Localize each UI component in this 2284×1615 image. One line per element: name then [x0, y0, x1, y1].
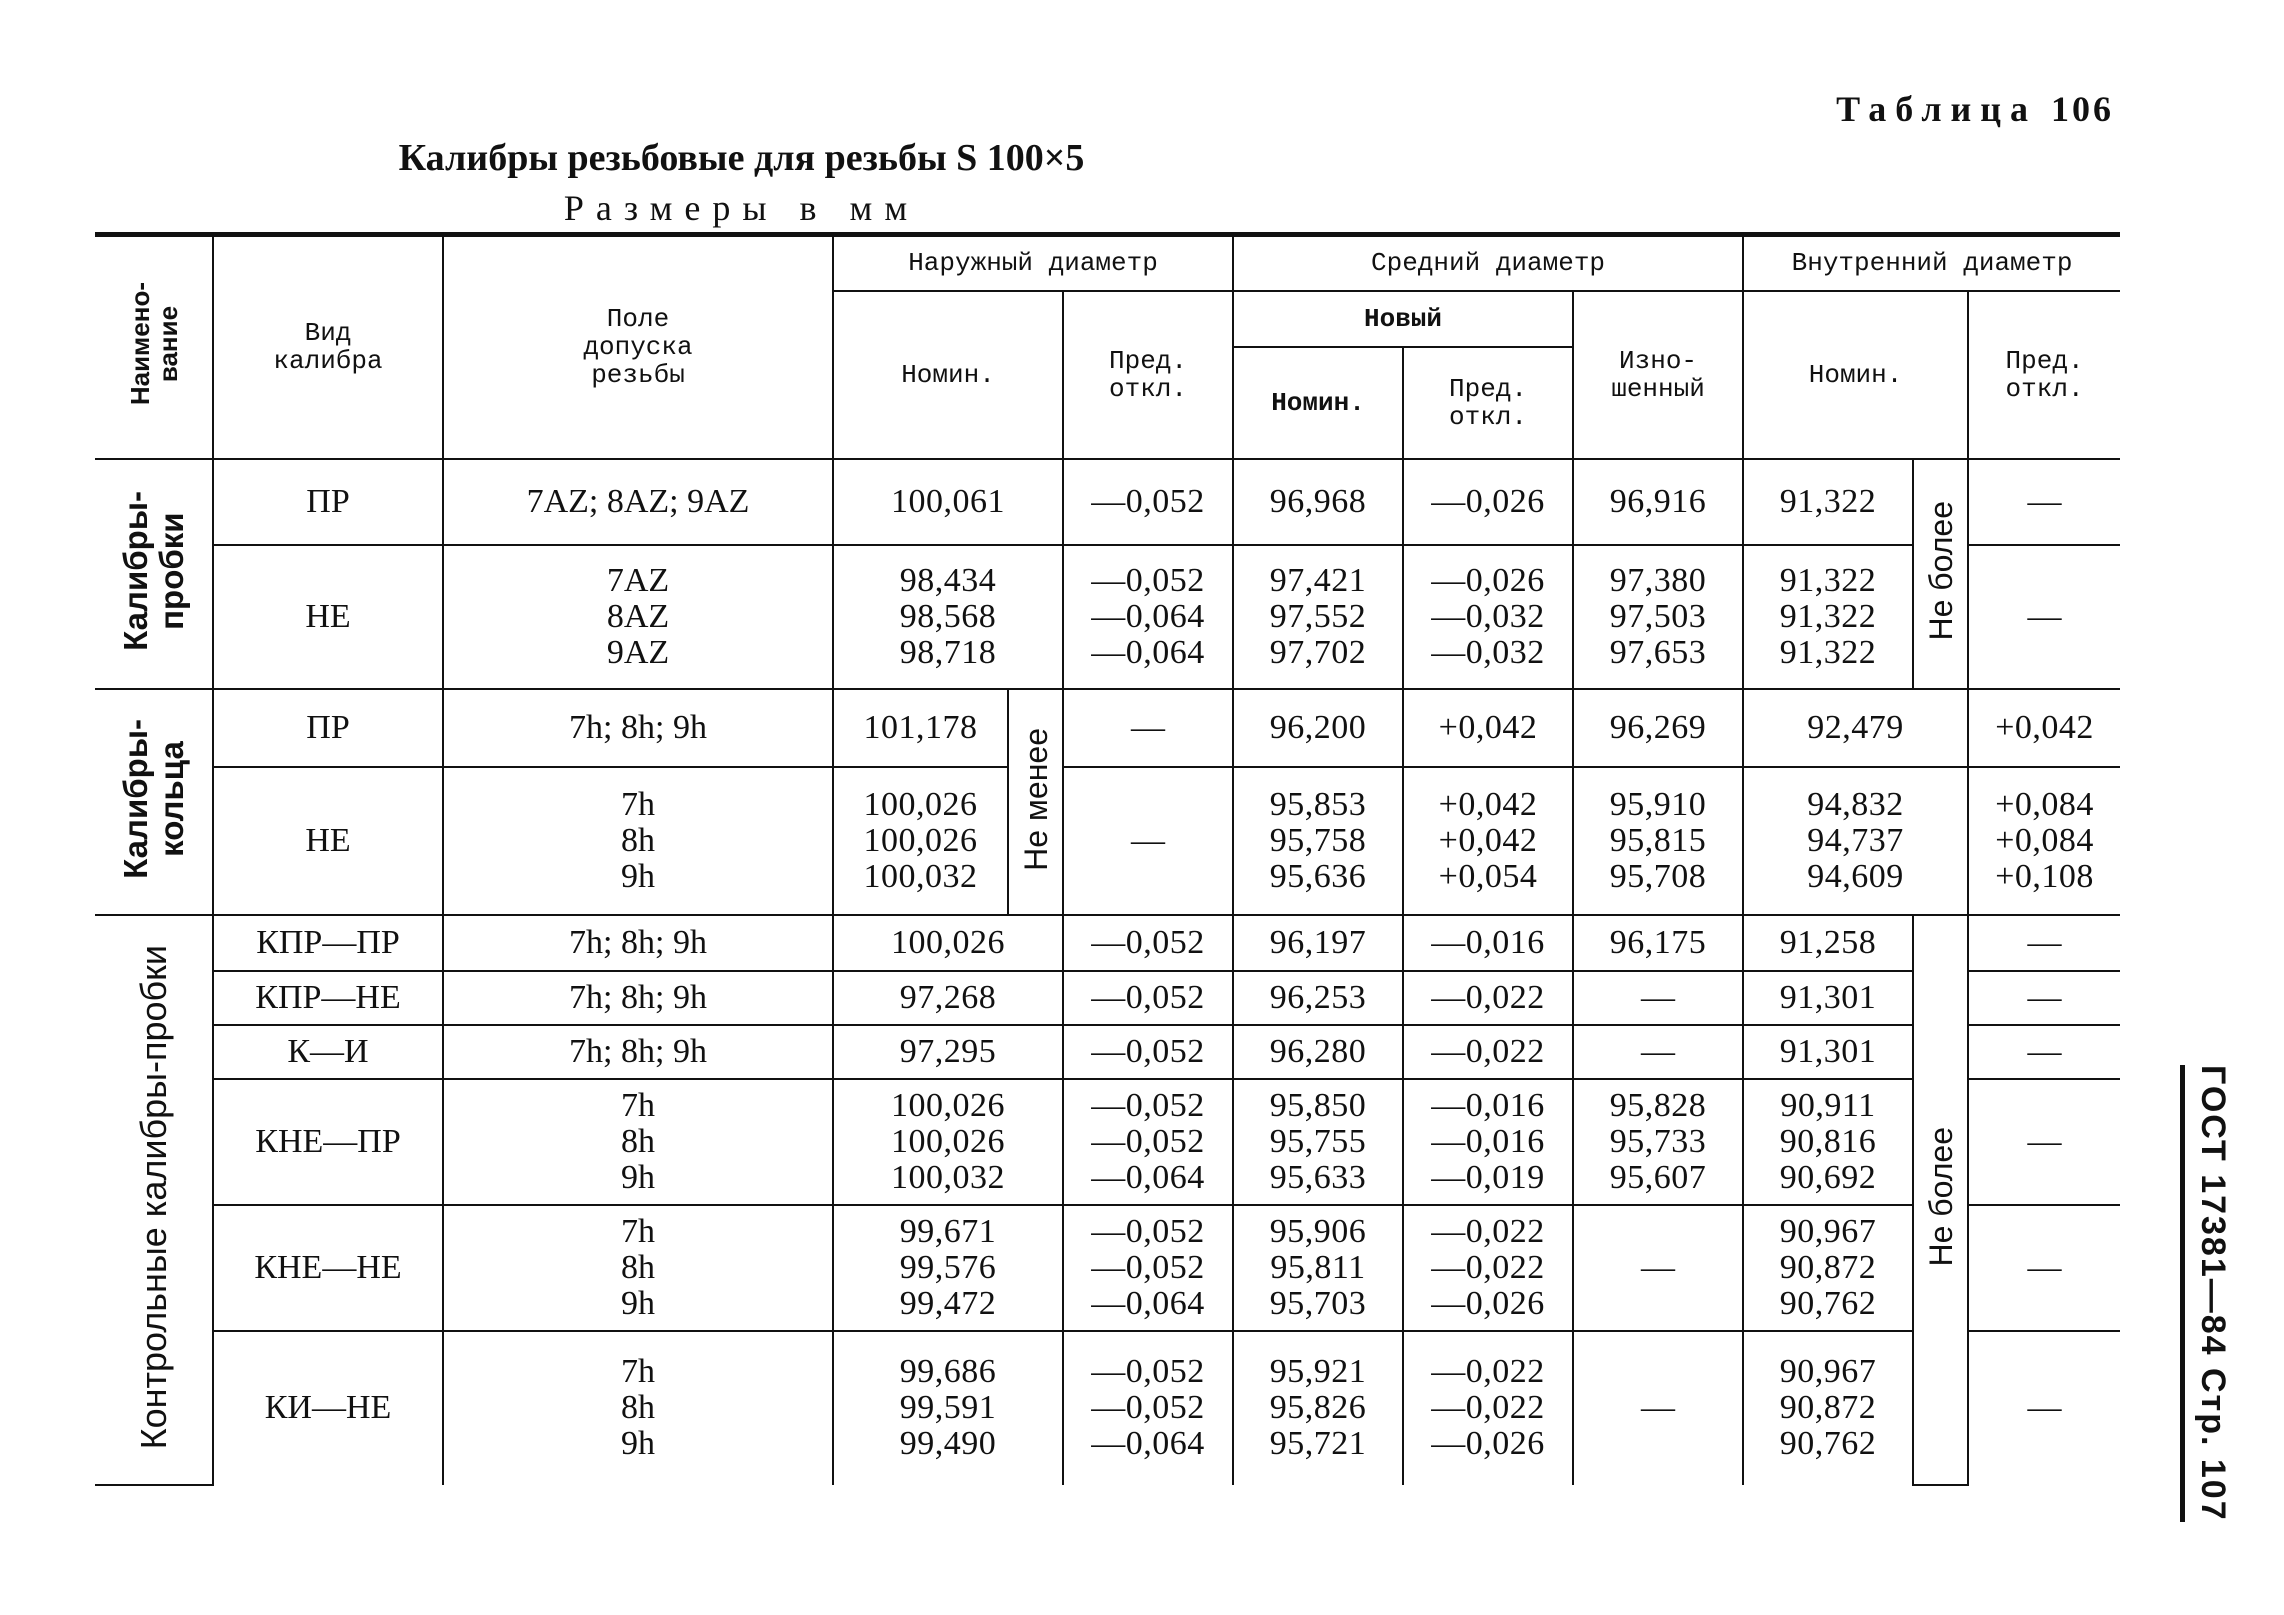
- cell-mid-deviation: —0,022: [1403, 971, 1573, 1025]
- cell-outer-nominal: 100,026: [833, 915, 1063, 971]
- cell-mid-deviation: —0,026: [1403, 459, 1573, 545]
- table-row: [95, 767, 2120, 915]
- cell-mid-nominal: 95,853 95,758 95,636: [1233, 767, 1403, 915]
- header-inner-deviation: Пред. откл.: [1968, 291, 2120, 459]
- cell-outer-deviation: —: [1063, 767, 1233, 915]
- table-row: [95, 1079, 2120, 1205]
- group-control: Контрольные калибры-пробки: [95, 915, 213, 1485]
- cell-inner-deviation: —: [1968, 915, 2120, 971]
- cell-worn: 96,175: [1573, 915, 1743, 971]
- cell-tolerance: 7h; 8h; 9h: [443, 1025, 833, 1079]
- cell-mid-nominal: 96,968: [1233, 459, 1403, 545]
- cell-outer-nominal: 100,026 100,026 100,032: [833, 767, 1008, 915]
- cell-mid-deviation: +0,042 +0,042 +0,054: [1403, 767, 1573, 915]
- cell-kind: НЕ: [213, 767, 443, 915]
- table-number-value: 106: [2051, 89, 2114, 129]
- cell-outer-nominal: 99,671 99,576 99,472: [833, 1205, 1063, 1331]
- cell-kind: КПР—НЕ: [213, 971, 443, 1025]
- cell-mid-deviation: —0,022 —0,022 —0,026: [1403, 1331, 1573, 1485]
- cell-inner-deviation: —: [1968, 971, 2120, 1025]
- cell-tolerance: 7AZ; 8AZ; 9AZ: [443, 459, 833, 545]
- cell-outer-deviation: —0,052 —0,052 —0,064: [1063, 1205, 1233, 1331]
- header-inner-diameter: Внутренний диаметр: [1743, 235, 2120, 291]
- cell-inner-nominal: 90,911 90,816 90,692: [1743, 1079, 1913, 1205]
- cell-kind: ПР: [213, 689, 443, 767]
- cell-outer-nominal: 99,686 99,591 99,490: [833, 1331, 1063, 1485]
- header-mid-nominal: Номин.: [1233, 347, 1403, 459]
- cell-inner-nominal: 91,301: [1743, 1025, 1913, 1079]
- note-no-more-control: Не более: [1913, 915, 1968, 1485]
- cell-inner-deviation: —: [1968, 545, 2120, 689]
- cell-inner-deviation: —: [1968, 459, 2120, 545]
- header-worn: Изно- шенный: [1573, 291, 1743, 459]
- cell-worn: —: [1573, 1331, 1743, 1485]
- cell-inner-deviation: —: [1968, 1025, 2120, 1079]
- cell-outer-deviation: —0,052: [1063, 971, 1233, 1025]
- cell-outer-deviation: —: [1063, 689, 1233, 767]
- header-name: Наимено- вание: [95, 235, 213, 459]
- cell-outer-nominal: 101,178: [833, 689, 1008, 767]
- cell-inner-nominal: 90,967 90,872 90,762: [1743, 1331, 1913, 1485]
- header-mid-diameter: Средний диаметр: [1233, 235, 1743, 291]
- header-inner-nominal: Номин.: [1743, 291, 1968, 459]
- table-word: Таблица: [1836, 89, 2037, 129]
- header-kind: Вид калибра: [213, 235, 443, 459]
- cell-outer-deviation: —0,052: [1063, 459, 1233, 545]
- table-row: [95, 1331, 2120, 1485]
- table-row: [95, 1205, 2120, 1331]
- cell-kind: К—И: [213, 1025, 443, 1079]
- cell-worn: —: [1573, 1205, 1743, 1331]
- cell-mid-nominal: 97,421 97,552 97,702: [1233, 545, 1403, 689]
- cell-mid-nominal: 96,253: [1233, 971, 1403, 1025]
- cell-worn: —: [1573, 971, 1743, 1025]
- group-plugs: Калибры- пробки: [95, 459, 213, 689]
- group-rings: Калибры- кольца: [95, 689, 213, 915]
- cell-tolerance: 7AZ 8AZ 9AZ: [443, 545, 833, 689]
- cell-mid-nominal: 95,906 95,811 95,703: [1233, 1205, 1403, 1331]
- cell-worn: 95,910 95,815 95,708: [1573, 767, 1743, 915]
- cell-outer-deviation: —0,052: [1063, 915, 1233, 971]
- cell-inner-deviation: —: [1968, 1331, 2120, 1485]
- cell-outer-nominal: 97,295: [833, 1025, 1063, 1079]
- table-number: [1836, 88, 2114, 130]
- header-tolerance: Поле допуска резьбы: [443, 235, 833, 459]
- cell-tolerance: 7h; 8h; 9h: [443, 971, 833, 1025]
- cell-mid-nominal: 95,921 95,826 95,721: [1233, 1331, 1403, 1485]
- cell-kind: НЕ: [213, 545, 443, 689]
- header-mid-deviation: Пред. откл.: [1403, 347, 1573, 459]
- cell-inner-deviation: +0,042: [1968, 689, 2120, 767]
- cell-inner-deviation: —: [1968, 1205, 2120, 1331]
- cell-mid-deviation: —0,022 —0,022 —0,026: [1403, 1205, 1573, 1331]
- header-new: Новый: [1233, 291, 1573, 347]
- cell-outer-deviation: —0,052 —0,052 —0,064: [1063, 1331, 1233, 1485]
- cell-inner-nominal: 94,832 94,737 94,609: [1743, 767, 1968, 915]
- note-no-less-rings: Не менее: [1008, 689, 1063, 915]
- cell-tolerance: 7h 8h 9h: [443, 767, 833, 915]
- table-row: [95, 689, 2120, 767]
- cell-inner-nominal: 90,967 90,872 90,762: [1743, 1205, 1913, 1331]
- cell-worn: —: [1573, 1025, 1743, 1079]
- cell-outer-nominal: 97,268: [833, 971, 1063, 1025]
- cell-mid-nominal: 96,280: [1233, 1025, 1403, 1079]
- cell-mid-deviation: —0,016: [1403, 915, 1573, 971]
- header-outer-diameter: Наружный диаметр: [833, 235, 1233, 291]
- cell-outer-nominal: 100,026 100,026 100,032: [833, 1079, 1063, 1205]
- cell-inner-nominal: 91,258: [1743, 915, 1913, 971]
- gauge-table: [95, 232, 2120, 1486]
- page-subtitle: Размеры в мм: [563, 188, 920, 228]
- table-row: [95, 971, 2120, 1025]
- cell-inner-deviation: —: [1968, 1079, 2120, 1205]
- note-no-more-plugs: Не более: [1913, 459, 1968, 689]
- cell-inner-nominal: 92,479: [1743, 689, 1968, 767]
- cell-outer-deviation: —0,052: [1063, 1025, 1233, 1079]
- cell-inner-nominal: 91,322: [1743, 459, 1913, 545]
- cell-tolerance: 7h; 8h; 9h: [443, 689, 833, 767]
- page-title: Калибры резьбовые для резьбы S 100×5: [398, 137, 1085, 179]
- cell-kind: КПР—ПР: [213, 915, 443, 971]
- cell-mid-deviation: —0,026 —0,032 —0,032: [1403, 545, 1573, 689]
- cell-inner-deviation: +0,084 +0,084 +0,108: [1968, 767, 2120, 915]
- cell-kind: ПР: [213, 459, 443, 545]
- side-label: ГОСТ 17381—84 Стр. 107: [2180, 1065, 2232, 1522]
- cell-outer-deviation: —0,052 —0,052 —0,064: [1063, 1079, 1233, 1205]
- cell-worn: 97,380 97,503 97,653: [1573, 545, 1743, 689]
- cell-mid-nominal: 95,850 95,755 95,633: [1233, 1079, 1403, 1205]
- cell-inner-nominal: 91,301: [1743, 971, 1913, 1025]
- cell-worn: 96,269: [1573, 689, 1743, 767]
- cell-inner-nominal: 91,322 91,322 91,322: [1743, 545, 1913, 689]
- cell-outer-deviation: —0,052 —0,064 —0,064: [1063, 545, 1233, 689]
- cell-tolerance: 7h 8h 9h: [443, 1079, 833, 1205]
- cell-tolerance: 7h 8h 9h: [443, 1205, 833, 1331]
- cell-tolerance: 7h; 8h; 9h: [443, 915, 833, 971]
- table-row: [95, 459, 2120, 545]
- cell-worn: 95,828 95,733 95,607: [1573, 1079, 1743, 1205]
- cell-mid-deviation: —0,022: [1403, 1025, 1573, 1079]
- cell-tolerance: 7h 8h 9h: [443, 1331, 833, 1485]
- cell-mid-deviation: —0,016 —0,016 —0,019: [1403, 1079, 1573, 1205]
- cell-kind: КИ—НЕ: [213, 1331, 443, 1485]
- table-row: [95, 915, 2120, 971]
- table-row: [95, 545, 2120, 689]
- cell-outer-nominal: 100,061: [833, 459, 1063, 545]
- cell-mid-deviation: +0,042: [1403, 689, 1573, 767]
- cell-kind: КНЕ—ПР: [213, 1079, 443, 1205]
- cell-worn: 96,916: [1573, 459, 1743, 545]
- header-outer-nominal: Номин.: [833, 291, 1063, 459]
- cell-kind: КНЕ—НЕ: [213, 1205, 443, 1331]
- table-row: [95, 1025, 2120, 1079]
- header-outer-deviation: Пред. откл.: [1063, 291, 1233, 459]
- cell-mid-nominal: 96,197: [1233, 915, 1403, 971]
- cell-mid-nominal: 96,200: [1233, 689, 1403, 767]
- cell-outer-nominal: 98,434 98,568 98,718: [833, 545, 1063, 689]
